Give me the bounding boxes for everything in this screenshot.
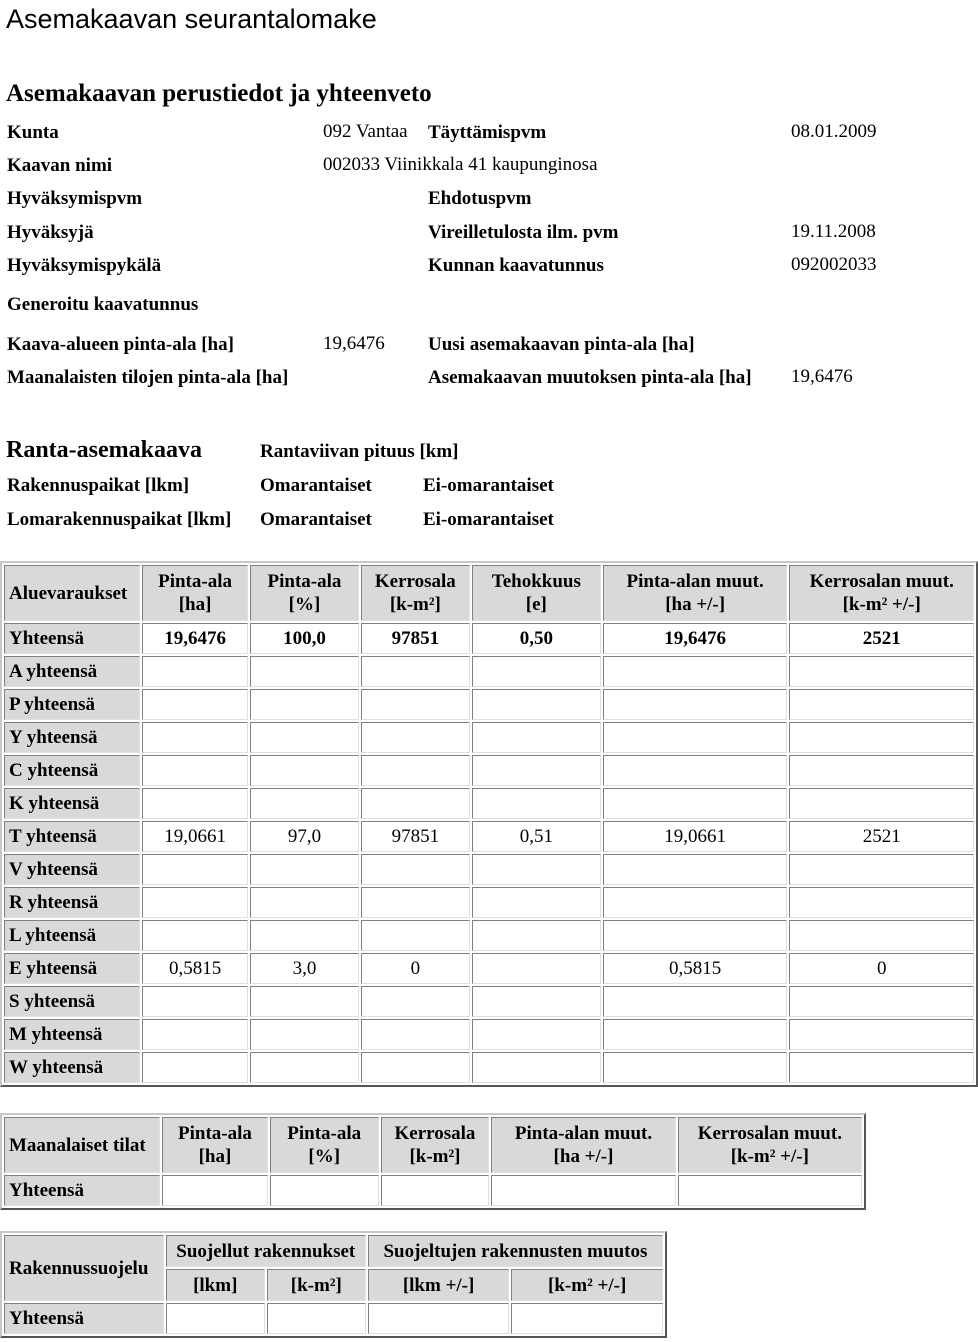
label-ehdotuspvm: Ehdotuspvm	[428, 188, 532, 209]
label-lomarakennuspaikat: Lomarakennuspaikat [lkm]	[7, 509, 232, 530]
row-label: Y yhteensä	[4, 722, 140, 753]
row-label: R yhteensä	[4, 887, 140, 918]
rakennussuojelu-table	[0, 1231, 667, 1338]
table-row	[4, 1052, 974, 1083]
table-cell: 0	[361, 953, 470, 984]
maan-header-kerrosala	[381, 1117, 490, 1173]
table-cell	[789, 722, 974, 753]
row-label: Yhteensä	[4, 623, 140, 654]
table-cell	[472, 788, 601, 819]
header-line: Kerrosala	[394, 1123, 476, 1144]
table-cell	[511, 1303, 663, 1334]
maanalaiset-table	[0, 1113, 866, 1210]
header-line: Aluevaraukset	[9, 582, 128, 604]
label-uusi-pinta-ala: Uusi asemakaavan pinta-ala [ha]	[428, 334, 695, 355]
label-muutoksen-pinta-ala: Asemakaavan muutoksen pinta-ala [ha]	[428, 367, 752, 388]
table-cell	[142, 689, 248, 720]
table-cell	[250, 1019, 359, 1050]
table-cell	[361, 986, 470, 1017]
value-kunnan-kaavatunnus: 092002033	[791, 254, 877, 275]
table-cell: 97851	[361, 623, 470, 654]
header-line: Kerrosala	[374, 571, 456, 592]
table-row	[4, 755, 974, 786]
table-cell	[789, 920, 974, 951]
table-cell	[472, 920, 601, 951]
table-cell	[361, 920, 470, 951]
header-line: Pinta-alan muut.	[626, 571, 764, 592]
table-cell	[603, 920, 788, 951]
label-tayttamispvm: Täyttämispvm	[428, 122, 547, 143]
table-cell: 0,5815	[142, 953, 248, 984]
header-line: [k-m² +/-]	[842, 594, 921, 615]
label-kunnan-kaavatunnus: Kunnan kaavatunnus	[428, 255, 604, 276]
row-label: C yhteensä	[4, 755, 140, 786]
table-cell	[361, 722, 470, 753]
table-cell	[381, 1175, 490, 1206]
header-suojellut-lkm: [lkm]	[166, 1269, 265, 1301]
header-muutos-lkm: [lkm +/-]	[368, 1269, 510, 1301]
table-cell	[250, 656, 359, 687]
label-hyvaksyja: Hyväksyjä	[7, 222, 94, 243]
header-kerrosala	[361, 565, 470, 621]
label-generoitu-kaavatunnus: Generoitu kaavatunnus	[7, 294, 199, 315]
table-cell	[361, 788, 470, 819]
table-cell	[472, 953, 601, 984]
label-rakennuspaikat-omarantaiset: Omarantaiset	[260, 475, 372, 496]
header-line: Kerrosalan muut.	[809, 571, 954, 592]
header-line: Pinta-ala	[178, 1123, 252, 1144]
row-label: S yhteensä	[4, 986, 140, 1017]
table-row	[4, 1175, 862, 1206]
aluevaraukset-header-label	[4, 565, 140, 621]
label-lomarakennuspaikat-omarantaiset: Omarantaiset	[260, 509, 372, 530]
table-cell	[472, 1052, 601, 1083]
table-cell	[603, 1019, 788, 1050]
table-cell	[789, 887, 974, 918]
ranta-title: Ranta-asemakaava	[6, 437, 202, 463]
maan-header-pinta-alan-muut	[491, 1117, 675, 1173]
table-cell	[361, 1052, 470, 1083]
rakennussuojelu-header-label: Rakennussuojelu	[4, 1235, 164, 1301]
header-suojellut-km2: [k-m²]	[267, 1269, 366, 1301]
label-vireilletulo: Vireilletulosta ilm. pvm	[428, 222, 619, 243]
header-suojeltujen-muutos: Suojeltujen rakennusten muutos	[368, 1235, 663, 1267]
value-kaava-alue: 19,6476	[323, 333, 385, 354]
header-line: [%]	[308, 1146, 341, 1167]
basic-info-block	[0, 0, 978, 540]
table-row	[4, 623, 974, 654]
table-cell	[142, 920, 248, 951]
table-cell	[789, 1052, 974, 1083]
table-cell: 19,6476	[603, 623, 788, 654]
header-pinta-ala-pct	[250, 565, 359, 621]
header-line: [k-m² +/-]	[730, 1146, 809, 1167]
table-row	[4, 821, 974, 852]
value-kunta: 092 Vantaa	[323, 121, 408, 142]
header-line: Pinta-ala	[267, 571, 342, 592]
table-cell	[142, 656, 248, 687]
table-cell	[368, 1303, 510, 1334]
table-cell	[142, 755, 248, 786]
table-cell	[162, 1175, 268, 1206]
header-line: [ha]	[198, 1146, 232, 1167]
table-cell	[789, 986, 974, 1017]
table-cell	[250, 854, 359, 885]
label-hyvaksymispvm: Hyväksymispvm	[7, 188, 143, 209]
table-cell	[250, 986, 359, 1017]
table-cell	[142, 788, 248, 819]
table-cell	[472, 689, 601, 720]
header-line: Pinta-ala	[158, 571, 232, 592]
header-suojellut-rakennukset: Suojellut rakennukset	[166, 1235, 366, 1267]
row-label: L yhteensä	[4, 920, 140, 951]
header-line: Tehokkuus	[491, 571, 581, 592]
table-cell	[267, 1303, 366, 1334]
header-line: [%]	[288, 594, 321, 615]
label-rantaviiva: Rantaviivan pituus [km]	[260, 441, 459, 462]
table-cell: 0,51	[472, 821, 601, 852]
row-label: Yhteensä	[4, 1175, 160, 1206]
table-cell	[142, 986, 248, 1017]
label-kaava-alue: Kaava-alueen pinta-ala [ha]	[7, 334, 234, 355]
row-label: T yhteensä	[4, 821, 140, 852]
header-line: Pinta-ala	[287, 1123, 362, 1144]
table-row	[4, 887, 974, 918]
table-cell	[250, 689, 359, 720]
section-title-basic: Asemakaavan perustiedot ja yhteenveto	[6, 80, 432, 107]
table-cell	[603, 788, 788, 819]
row-label: P yhteensä	[4, 689, 140, 720]
table-cell	[603, 722, 788, 753]
table-cell	[789, 689, 974, 720]
table-cell	[603, 854, 788, 885]
table-cell	[142, 887, 248, 918]
table-cell	[789, 755, 974, 786]
table-cell	[361, 887, 470, 918]
header-kerrosalan-muut	[789, 565, 974, 621]
table-cell	[789, 854, 974, 885]
label-lomarakennuspaikat-ei-omarantaiset: Ei-omarantaiset	[423, 509, 554, 530]
table-cell: 0	[789, 953, 974, 984]
table-cell: 0,5815	[603, 953, 788, 984]
header-line: Pinta-alan muut.	[514, 1123, 653, 1144]
table-cell	[166, 1303, 265, 1334]
table-row	[4, 689, 974, 720]
table-cell	[603, 656, 788, 687]
table-cell	[472, 1019, 601, 1050]
table-cell	[472, 656, 601, 687]
table-cell: 0,50	[472, 623, 601, 654]
table-cell	[472, 887, 601, 918]
table-cell	[472, 854, 601, 885]
table-row	[4, 1303, 663, 1334]
label-kunta: Kunta	[7, 122, 59, 143]
table-cell	[142, 1019, 248, 1050]
table-cell	[472, 722, 601, 753]
value-kaavan-nimi: 002033 Viinikkala 41 kaupunginosa	[323, 154, 598, 175]
table-cell	[361, 1019, 470, 1050]
table-row	[4, 1019, 974, 1050]
table-row	[4, 854, 974, 885]
table-cell	[250, 920, 359, 951]
table-cell: 2521	[789, 821, 974, 852]
table-cell	[603, 689, 788, 720]
table-cell	[603, 986, 788, 1017]
header-muutos-km2: [k-m² +/-]	[511, 1269, 663, 1301]
header-pinta-ala-ha	[142, 565, 248, 621]
table-cell: 19,6476	[142, 623, 248, 654]
table-cell: 19,0661	[603, 821, 788, 852]
row-label: E yhteensä	[4, 953, 140, 984]
table-cell	[678, 1175, 862, 1206]
table-cell	[603, 887, 788, 918]
header-pinta-alan-muut	[603, 565, 788, 621]
maan-header-kerrosalan-muut	[678, 1117, 862, 1173]
maan-header-pinta-ala-ha	[162, 1117, 268, 1173]
table-cell	[789, 656, 974, 687]
label-hyvaksymispykala: Hyväksymispykälä	[7, 255, 162, 276]
header-line: [ha]	[178, 594, 212, 615]
row-label: W yhteensä	[4, 1052, 140, 1083]
row-label: A yhteensä	[4, 656, 140, 687]
row-label: V yhteensä	[4, 854, 140, 885]
label-kaavan-nimi: Kaavan nimi	[7, 155, 113, 176]
table-cell	[250, 755, 359, 786]
value-tayttamispvm: 08.01.2009	[791, 121, 877, 142]
table-row	[4, 788, 974, 819]
table-cell	[789, 1019, 974, 1050]
header-line: [ha +/-]	[665, 594, 726, 615]
header-line: Maanalaiset tilat	[9, 1134, 146, 1156]
table-cell	[250, 722, 359, 753]
table-cell	[603, 1052, 788, 1083]
header-line: Kerrosalan muut.	[697, 1123, 842, 1144]
table-cell	[250, 887, 359, 918]
header-tehokkuus	[472, 565, 601, 621]
label-rakennuspaikat: Rakennuspaikat [lkm]	[7, 475, 190, 496]
table-cell	[142, 722, 248, 753]
header-line: [e]	[525, 594, 547, 615]
maan-header-pinta-ala-pct	[270, 1117, 379, 1173]
row-label: M yhteensä	[4, 1019, 140, 1050]
table-row	[4, 722, 974, 753]
table-cell	[250, 788, 359, 819]
row-label: K yhteensä	[4, 788, 140, 819]
value-muutoksen-pinta-ala: 19,6476	[791, 366, 853, 387]
table-row	[4, 920, 974, 951]
table-row	[4, 953, 974, 984]
table-cell: 97,0	[250, 821, 359, 852]
table-cell: 3,0	[250, 953, 359, 984]
table-cell	[361, 656, 470, 687]
table-cell	[142, 854, 248, 885]
table-cell	[603, 755, 788, 786]
table-cell	[472, 986, 601, 1017]
aluevaraukset-table	[0, 561, 978, 1087]
value-vireilletulo: 19.11.2008	[791, 221, 876, 242]
table-cell	[361, 854, 470, 885]
table-row	[4, 986, 974, 1017]
table-cell	[361, 689, 470, 720]
table-cell	[270, 1175, 379, 1206]
table-cell	[472, 755, 601, 786]
table-cell	[250, 1052, 359, 1083]
row-label: Yhteensä	[4, 1303, 164, 1334]
table-cell	[789, 788, 974, 819]
maanalaiset-header-label	[4, 1117, 160, 1173]
table-cell	[361, 755, 470, 786]
header-line: [ha +/-]	[553, 1146, 614, 1167]
table-cell	[142, 1052, 248, 1083]
table-cell	[491, 1175, 675, 1206]
label-maanalaisten: Maanalaisten tilojen pinta-ala [ha]	[7, 367, 289, 388]
table-cell: 97851	[361, 821, 470, 852]
table-cell: 100,0	[250, 623, 359, 654]
table-cell: 19,0661	[142, 821, 248, 852]
label-rakennuspaikat-ei-omarantaiset: Ei-omarantaiset	[423, 475, 554, 496]
table-cell: 2521	[789, 623, 974, 654]
header-line: [k-m²]	[389, 594, 441, 615]
table-row	[4, 656, 974, 687]
page-title: Asemakaavan seurantalomake	[6, 4, 377, 34]
header-line: [k-m²]	[409, 1146, 461, 1167]
